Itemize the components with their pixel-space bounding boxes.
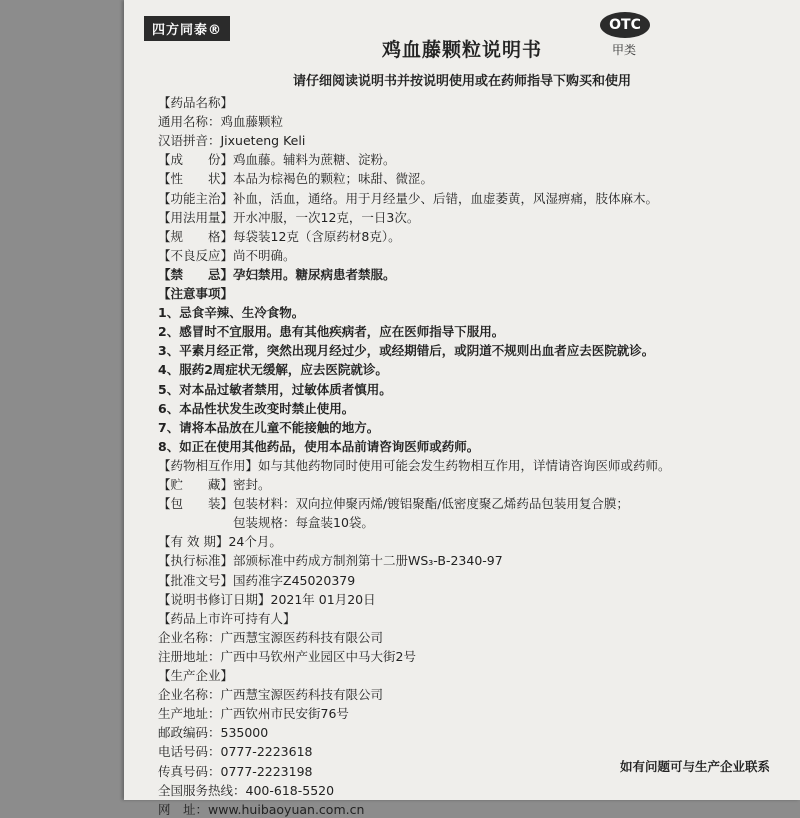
leaflet-line: 【说明书修订日期】2021年 01月20日 <box>158 591 376 607</box>
leaflet-line: 【不良反应】尚不明确。 <box>158 247 296 263</box>
leaflet-line: 【执行标准】部颁标准中药成方制剂第十二册WS₃-B-2340-97 <box>158 553 503 569</box>
leaflet-line: 【药物相互作用】如与其他药物同时使用可能会发生药物相互作用，详情请咨询医师或药师。 <box>158 457 671 473</box>
leaflet-line: 包装规格：每盒装10袋。 <box>158 515 374 531</box>
leaflet-line: 【禁 忌】孕妇禁用。糖尿病患者禁服。 <box>158 266 396 282</box>
leaflet-line: 全国服务热线：400-618-5520 <box>158 782 335 798</box>
leaflet-line: 【性 状】本品为棕褐色的颗粒；味甜、微涩。 <box>158 171 434 187</box>
otc-class-label: 甲类 <box>612 43 637 57</box>
leaflet-line: 6、本品性状发生改变时禁止使用。 <box>158 400 355 416</box>
leaflet-line: 【药品名称】 <box>158 95 234 110</box>
leaflet-line: 【用法用量】开水冲服，一次12克，一日3次。 <box>158 209 420 225</box>
leaflet-line: 传真号码：0777-2223198 <box>158 763 313 779</box>
leaflet-line: 【有 效 期】24个月。 <box>158 534 282 550</box>
leaflet-sheet <box>124 0 800 817</box>
leaflet-line: 【贮 藏】密封。 <box>158 477 271 492</box>
leaflet-line: 邮政编码：535000 <box>158 725 269 741</box>
leaflet-line: 1、忌食辛辣、生冷食物。 <box>158 305 305 321</box>
leaflet-line: 通用名称：鸡血藤颗粒 <box>158 114 284 130</box>
leaflet-line: 企业名称：广西慧宝源医药科技有限公司 <box>158 629 384 645</box>
leaflet-line: 4、服药2周症状无缓解，应去医院就诊。 <box>158 362 388 378</box>
otc-badge: OTC <box>600 12 650 38</box>
leaflet-line: 生产地址：广西钦州市民安街76号 <box>158 706 349 722</box>
leaflet-line: 电话号码：0777-2223618 <box>158 744 313 760</box>
leaflet-line: 【成 份】鸡血藤。辅料为蔗糖、淀粉。 <box>158 152 396 168</box>
leaflet-line: 【规 格】每袋装12克（含原药材8克）。 <box>158 228 401 244</box>
document-subtitle: 请仔细阅读说明书并按说明使用或在药师指导下购买和使用 <box>292 74 631 89</box>
leaflet-line: 【生产企业】 <box>158 668 234 683</box>
footer-note: 如有问题可与生产企业联系 <box>619 759 770 774</box>
leaflet-line: 5、对本品过敏者禁用，过敏体质者慎用。 <box>158 381 392 397</box>
leaflet-line: 注册地址：广西中马钦州产业园区中马大街2号 <box>158 648 416 664</box>
leaflet-line: 3、平素月经正常，突然出现月经过少，或经期错后，或阴道不规则出血者应去医院就诊。 <box>158 343 655 359</box>
leaflet-line: 【注意事项】 <box>158 286 234 301</box>
leaflet-line: 8、如正在使用其他药品，使用本品前请咨询医师或药师。 <box>158 438 480 454</box>
leaflet-line: 7、请将本品放在儿童不能接触的地方。 <box>158 419 380 435</box>
leaflet-line: 网 址：www.huibaoyuan.com.cn <box>158 801 365 817</box>
leaflet-line: 【批准文号】国药准字Z45020379 <box>158 572 356 588</box>
leaflet-line: 【功能主治】补血，活血，通络。用于月经量少、后错，血虚萎黄，风湿痹痛，肢体麻木。 <box>158 190 659 206</box>
document-title: 鸡血藤颗粒说明书 <box>381 39 542 61</box>
leaflet-line: 2、感冒时不宜服用。患有其他疾病者，应在医师指导下服用。 <box>158 324 505 340</box>
leaflet-line: 【包 装】包装材料：双向拉伸聚丙烯/镀铝聚酯/低密度聚乙烯药品包装用复合膜； <box>158 496 629 512</box>
brand-logo: 四方同泰® <box>144 16 230 41</box>
leaflet-line: 汉语拼音：Jixueteng Keli <box>158 133 306 149</box>
leaflet-line: 【药品上市许可持有人】 <box>158 610 296 626</box>
leaflet-line: 企业名称：广西慧宝源医药科技有限公司 <box>158 687 384 703</box>
